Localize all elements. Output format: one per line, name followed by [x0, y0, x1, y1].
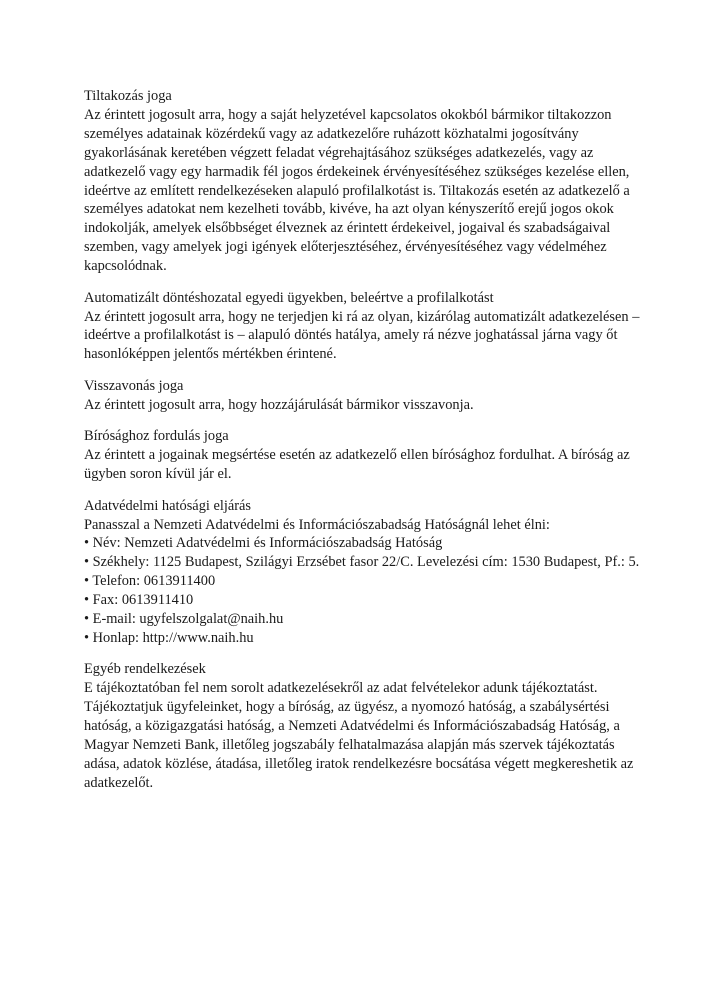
section-automated-decision: [84, 289, 644, 365]
list-item: [84, 534, 644, 553]
bullet-icon: •: [84, 611, 90, 628]
section-paragraph: Az érintett jogosult arra, hogy a saját helyzetével kapcsolatos okokból bármikor tiltakozzon személyes adatainak közérdekű vagy az adatkezelőre ruházott közhatalmi jogosítvány gyakorlásának keretében végzett feladat végrehajtásához szükséges adatkezelés, vagy az adatkezelő vagy egy harmadik fél jogos érdekeinek érvényesítéséhez szükséges kezelése ellen, ideértve az említett rendelkezéseken alapuló profilalkotást is. Tiltakozás esetén az adatkezelő a személyes adatokat nem kezelheti tovább, kivéve, ha azt olyan kényszerítő erejű jogos okok indokolják, amelyek elsőbbséget élveznek az érintett érdekeivel, jogaival és szabadságaival szemben, vagy amelyek jogi igények előterjesztéséhez, érvényesítéséhez vagy védelméhez kapcsolódnak.: [84, 106, 630, 275]
section-paragraph: Az érintett a jogainak megsértése esetén az adatkezelő ellen bírósághoz fordulhat. A bíróság az ügyben soron kívül jár el.: [84, 447, 630, 483]
bullet-icon: •: [84, 573, 90, 590]
section-paragraph: Tájékoztatjuk ügyfeleinket, hogy a bíróság, az ügyész, a nyomozó hatóság, a szabálysértési hatóság, a közigazgatási hatóság, a Nemzeti Adatvédelmi és Információszabadság Hatóság, a Magyar Nemzeti Bank, illetőleg jogszabály felhatalmazása alapján más szervek tájékoztatás adása, adatok közlése, átadása, illetőleg iratok rendelkezésre bocsátása végett megkereshetik az adatkezelőt.: [84, 699, 634, 791]
list-item: [84, 591, 644, 610]
section-paragraph: E tájékoztatóban fel nem sorolt adatkezelésekről az adat felvételekor adunk tájékoztatást.: [84, 680, 598, 697]
list-item: [84, 572, 644, 591]
section-other-provisions: [84, 660, 644, 792]
section-paragraph: Az érintett jogosult arra, hogy hozzájárulását bármikor visszavonja.: [84, 396, 474, 413]
bullet-icon: •: [84, 535, 90, 552]
section-heading: Tiltakozás joga: [84, 88, 172, 104]
list-item: [84, 629, 644, 648]
section-heading: Visszavonás joga: [84, 377, 184, 394]
section-withdrawal-right: [84, 377, 644, 415]
list-item-text: Honlap: http://www.naih.hu: [92, 629, 254, 646]
section-heading: Automatizált döntéshozatal egyedi ügyekben, beleértve a profilalkotást: [84, 289, 494, 306]
list-item: [84, 553, 644, 572]
list-item: [84, 610, 644, 629]
section-objection-right: [84, 87, 644, 276]
section-heading: Egyéb rendelkezések: [84, 661, 206, 678]
section-heading: Adatvédelmi hatósági eljárás: [84, 497, 252, 514]
authority-contact-list: [84, 534, 644, 647]
section-court-right: [84, 427, 644, 484]
list-item-text: Név: Nemzeti Adatvédelmi és Információszabadság Hatóság: [92, 535, 443, 552]
document-page: [84, 87, 644, 805]
bullet-icon: •: [84, 629, 90, 646]
list-item-text: Telefon: 0613911400: [92, 573, 216, 590]
list-item-text: Székhely: 1125 Budapest, Szilágyi Erzsébet fasor 22/C. Levelezési cím: 1530 Budapest, Pf.: 5.: [92, 554, 640, 571]
list-item-text: E-mail: ugyfelszolgalat@naih.hu: [92, 611, 284, 628]
list-item-text: Fax: 0613911410: [92, 592, 194, 609]
bullet-icon: •: [84, 554, 90, 571]
section-heading: Bírósághoz fordulás joga: [84, 428, 229, 445]
section-authority-procedure: [84, 497, 644, 648]
section-paragraph: Az érintett jogosult arra, hogy ne terjedjen ki rá az olyan, kizárólag automatizált adatkezelésen – ideértve a profilalkotást is – alapuló döntés hatálya, amely rá nézve joghatással járna vagy őt hasonlóképpen jelentős mértékben érintené.: [84, 308, 640, 363]
bullet-icon: •: [84, 592, 90, 609]
section-paragraph: Panasszal a Nemzeti Adatvédelmi és Információszabadság Hatóságnál lehet élni:: [84, 516, 550, 533]
